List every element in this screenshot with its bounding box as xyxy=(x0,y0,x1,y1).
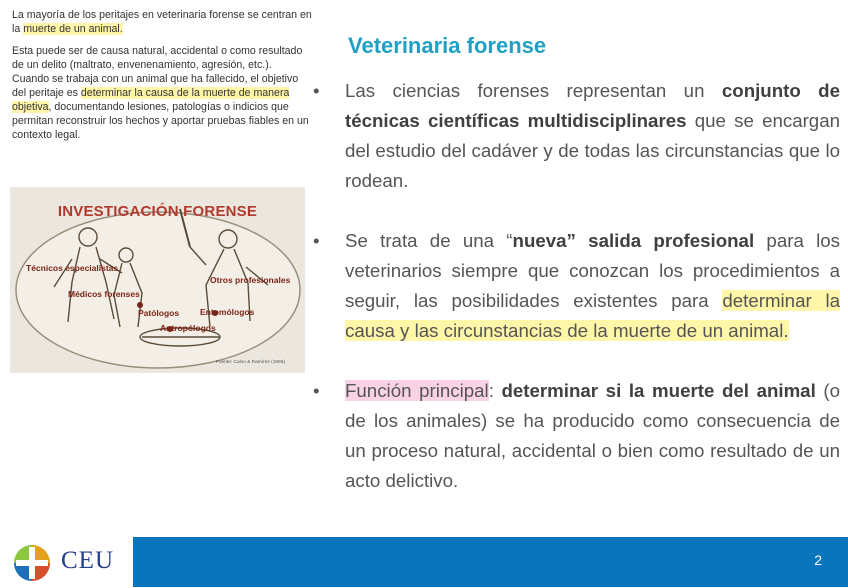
bullet-text: Las ciencias forenses representan un xyxy=(345,80,722,101)
ceu-emblem-icon xyxy=(12,543,52,583)
highlight-text: Función principal xyxy=(345,380,489,401)
label-otros: Otros profesionales xyxy=(210,275,291,285)
bullet-item-2 xyxy=(313,226,840,346)
note-paragraph-3 xyxy=(12,72,312,142)
illustration-title: INVESTIGACIÓN FORENSE xyxy=(57,203,258,220)
note-text: Cuando se trabaja con un animal que ha fallecido, el objetivo del peritaje es xyxy=(12,73,299,99)
bullet-list xyxy=(313,76,840,496)
label-entomologos: Entomólogos xyxy=(200,307,255,317)
illustration-credit: Fuente: Calvo & Ramírez (1998) xyxy=(215,360,285,365)
logo-text: CEU xyxy=(61,547,114,574)
page-number: 2 xyxy=(814,552,822,568)
slide-title: Veterinaria forense xyxy=(348,33,547,58)
bullet-item-3 xyxy=(313,376,840,496)
footer-bar xyxy=(133,537,848,587)
highlight-text: muerte de un animal. xyxy=(23,23,123,35)
label-tecnicos: Técnicos especialistas xyxy=(26,263,119,273)
bullet-text: Se trata de una “ xyxy=(345,230,513,251)
highlight-text: determinar la causa de la muerte de manera objetiva xyxy=(12,87,290,113)
bullet-text: que se encargan del estudio del cadáver y de todas las circunstancias que lo rodean. xyxy=(345,110,840,191)
bullet-bold-text: determinar si la muerte del animal xyxy=(501,380,816,401)
label-antropologos: Antropólogos xyxy=(160,323,216,333)
note-paragraph-1 xyxy=(12,8,312,36)
bullet-bold-text: conjunto de técnicas científicas multidisciplinares xyxy=(345,80,840,131)
bullet-text: para los veterinarios siempre que conozcan los procedimientos a seguir, las posibilidades existentes para xyxy=(345,230,840,311)
ceu-logo xyxy=(12,543,132,583)
intro-note xyxy=(12,8,312,142)
bullet-dot-icon: • xyxy=(313,80,320,101)
bullet-dot-icon: • xyxy=(313,380,320,401)
forensic-illustration xyxy=(10,187,305,373)
note-text: La mayoría de los peritajes en veterinaria forense se centran en la xyxy=(12,9,312,35)
highlight-text: determinar la causa y las circunstancias de la muerte de un animal. xyxy=(345,290,840,341)
note-paragraph-2: Esta puede ser de causa natural, accidental o como resultado de un delito (maltrato, envenenamiento, agresión, etc.). xyxy=(12,45,303,71)
note-text: , documentando lesiones, patologías o indicios que permitan reconstruir los hechos y aportar pruebas fiables en un contexto legal. xyxy=(12,101,309,141)
bullet-text: : xyxy=(488,380,502,401)
bullet-dot-icon: • xyxy=(313,230,320,251)
label-patologos: Patólogos xyxy=(138,308,180,318)
bullet-bold-text: nueva” salida profesional xyxy=(512,230,755,251)
bullet-item-1 xyxy=(313,76,840,196)
bullet-text: (o de los animales) se ha producido como consecuencia de un proceso natural, accidental o bien como resultado de un acto delictivo. xyxy=(345,380,840,491)
label-medicos: Médicos forenses xyxy=(68,289,140,299)
